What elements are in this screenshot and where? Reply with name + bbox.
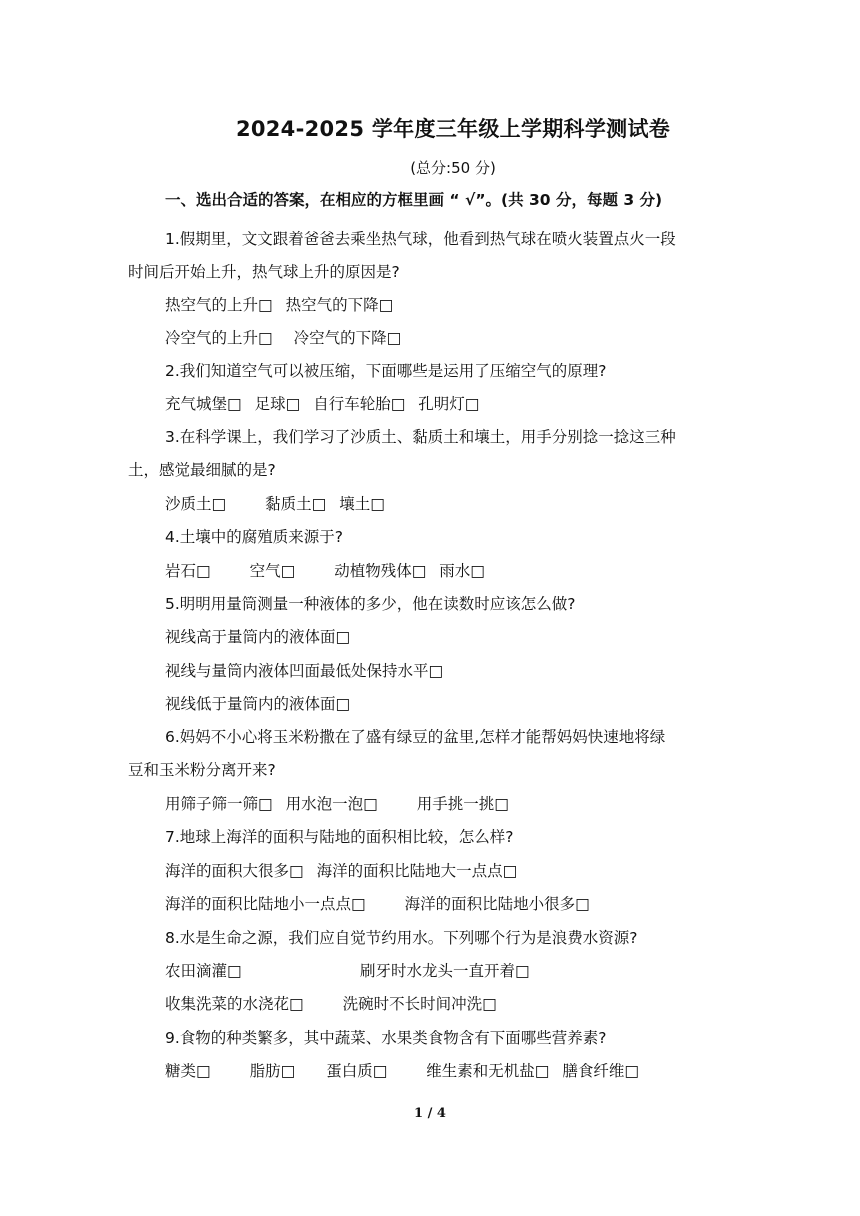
option[interactable]: 雨水□ xyxy=(439,562,485,580)
option[interactable]: 岩石□ xyxy=(165,562,211,580)
option[interactable]: 农田滴灌□ xyxy=(165,962,242,980)
question-3-line-2: 土，感觉最细腻的是? xyxy=(128,461,276,479)
question-5-option-3[interactable]: 视线低于量筒内的液体面□ xyxy=(165,695,351,713)
option[interactable]: 用手挑一挑□ xyxy=(416,795,509,813)
question-2-line-1: 2.我们知道空气可以被压缩，下面哪些是运用了压缩空气的原理? xyxy=(165,362,607,380)
question-7-options-row-2 xyxy=(165,894,590,914)
option[interactable]: 冷空气的上升□ xyxy=(165,329,273,347)
option[interactable]: 洗碗时不长时间冲洗□ xyxy=(342,995,497,1013)
question-9-options xyxy=(165,1061,639,1081)
option[interactable]: 壤土□ xyxy=(339,495,385,513)
option[interactable]: 冷空气的下降□ xyxy=(293,329,402,347)
option[interactable]: 海洋的面积比陆地小一点点□ xyxy=(165,895,366,913)
option[interactable]: 海洋的面积比陆地大一点点□ xyxy=(316,862,518,880)
option[interactable]: 蛋白质□ xyxy=(326,1062,388,1080)
option[interactable]: 脂肪□ xyxy=(249,1062,296,1080)
page-title: 2024-2025 学年度三年级上学期科学测试卷 xyxy=(235,117,671,141)
page-number: 1 / 4 xyxy=(414,1106,446,1121)
option[interactable]: 刷牙时水龙头一直开着□ xyxy=(359,962,530,980)
option[interactable]: 糖类□ xyxy=(165,1062,211,1080)
question-3-line-1: 3.在科学课上，我们学习了沙质土、黏质土和壤土，用手分别捻一捻这三种 xyxy=(165,428,676,446)
option[interactable]: 足球□ xyxy=(254,395,301,413)
option[interactable]: 收集洗菜的水浇花□ xyxy=(165,995,304,1013)
option[interactable]: 用筛子筛一筛□ xyxy=(165,795,273,813)
option[interactable]: 动植物残体□ xyxy=(334,562,427,580)
section-heading: 一、选出合适的答案，在相应的方框里画 “ √”。(共 30 分，每题 3 分) xyxy=(165,191,663,209)
question-5-option-2[interactable]: 视线与量筒内液体凹面最低处保持水平□ xyxy=(165,662,444,680)
question-6-line-2: 豆和玉米粉分离开来? xyxy=(128,761,276,779)
option[interactable]: 海洋的面积大很多□ xyxy=(165,862,304,880)
option[interactable]: 热空气的上升□ xyxy=(165,296,273,314)
option[interactable]: 自行车轮胎□ xyxy=(313,395,406,413)
option[interactable]: 孔明灯□ xyxy=(418,395,480,413)
question-8-options-row-2 xyxy=(165,994,497,1014)
question-9-line-1: 9.食物的种类繁多，其中蔬菜、水果类食物含有下面哪些营养素? xyxy=(165,1029,607,1047)
option[interactable]: 膳食纤维□ xyxy=(562,1062,640,1080)
question-2-options xyxy=(165,394,479,414)
option[interactable]: 用水泡一泡□ xyxy=(285,795,378,813)
question-7-options-row-1 xyxy=(165,861,517,881)
page-subtitle: (总分:50 分) xyxy=(410,159,496,177)
question-6-line-1: 6.妈妈不小心将玉米粉撒在了盛有绿豆的盆里,怎样才能帮妈妈快速地将绿 xyxy=(165,728,666,746)
question-7-line-1: 7.地球上海洋的面积与陆地的面积相比较，怎么样? xyxy=(165,828,514,846)
option[interactable]: 黏质土□ xyxy=(265,495,327,513)
option[interactable]: 热空气的下降□ xyxy=(285,296,394,314)
question-4-options xyxy=(165,561,485,581)
question-1-options-row-1 xyxy=(165,295,393,315)
question-4-line-1: 4.土壤中的腐殖质来源于? xyxy=(165,528,344,546)
question-5-option-1[interactable]: 视线高于量筒内的液体面□ xyxy=(165,628,351,646)
question-1-line-2: 时间后开始上升，热气球上升的原因是? xyxy=(128,263,400,281)
question-3-options xyxy=(165,494,385,514)
option[interactable]: 海洋的面积比陆地小很多□ xyxy=(404,895,590,913)
question-1-options-row-2 xyxy=(165,328,401,348)
question-8-line-1: 8.水是生命之源，我们应自觉节约用水。下列哪个行为是浪费水资源? xyxy=(165,929,638,947)
option[interactable]: 空气□ xyxy=(249,562,296,580)
question-5-line-1: 5.明明用量筒测量一种液体的多少，他在读数时应该怎么做? xyxy=(165,595,576,613)
question-8-options-row-1 xyxy=(165,961,530,981)
option[interactable]: 维生素和无机盐□ xyxy=(426,1062,550,1080)
question-6-options xyxy=(165,794,509,814)
option[interactable]: 充气城堡□ xyxy=(165,395,242,413)
option[interactable]: 沙质土□ xyxy=(165,495,227,513)
question-1-line-1: 1.假期里，文文跟着爸爸去乘坐热气球，他看到热气球在喷火装置点火一段 xyxy=(165,230,676,248)
